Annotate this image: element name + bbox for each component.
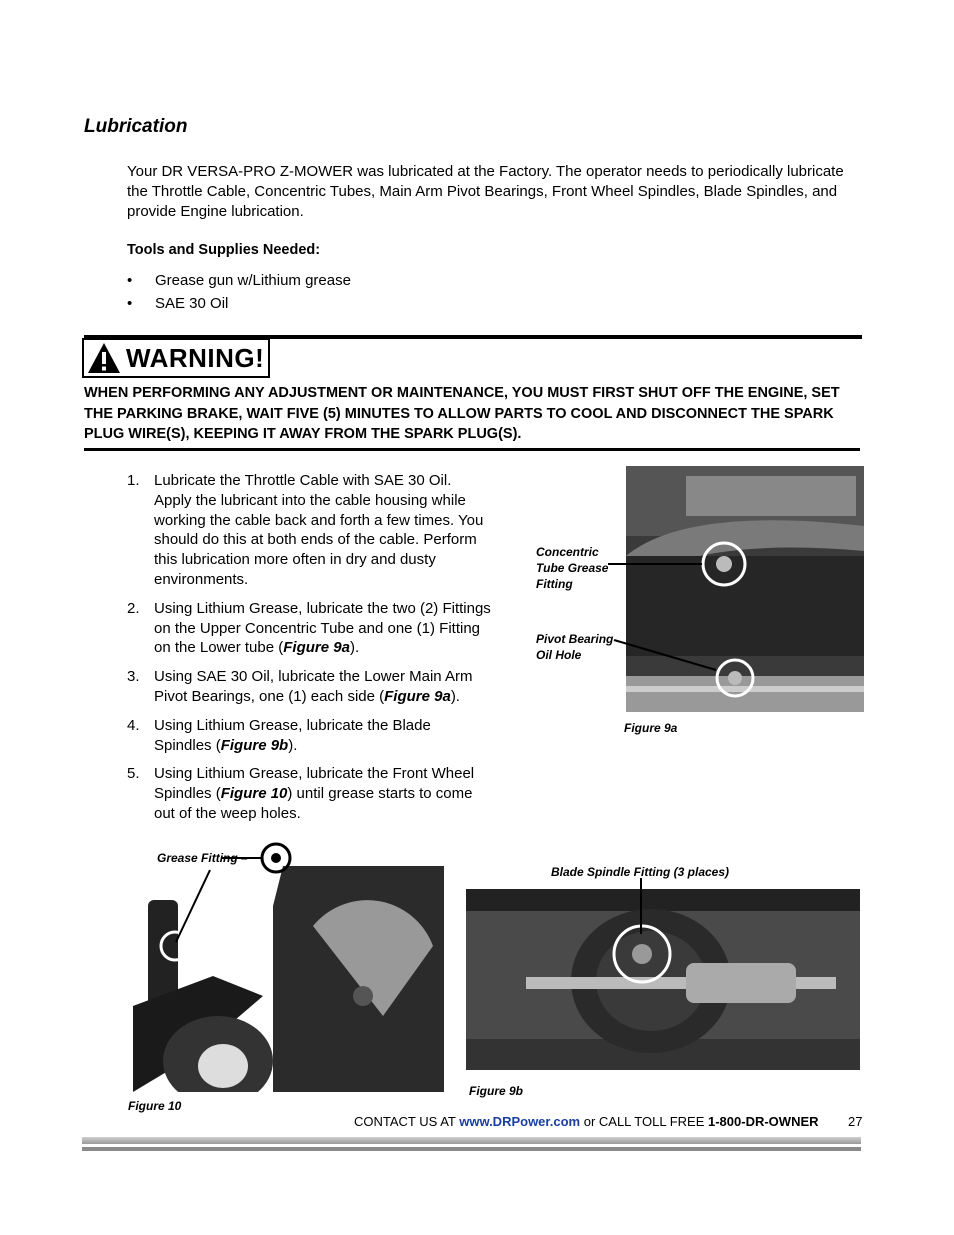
- fig9a-label-pivot: Pivot Bearing Oil Hole: [536, 632, 614, 662]
- step-text: Using Lithium Grease, lubricate the Front Wheel Spindles (: [154, 765, 475, 803]
- step-number: 1.: [127, 472, 140, 489]
- intro-paragraph: Your DR VERSA-PRO Z-MOWER was lubricated at the Factory. The operator needs to periodically lubricate the Throttle Cable, Concentric Tubes, Main Arm Pivot Bearings, Front Wheel Spindles, Blade Spindles, and provide Engine lubrication.: [127, 163, 844, 220]
- figure-ref: Figure 9a: [283, 639, 350, 657]
- fig9a-leader-lines: [600, 560, 740, 680]
- steps-list: [127, 471, 492, 833]
- step-text-end: ).: [450, 687, 460, 705]
- step-number: 5.: [127, 765, 140, 783]
- page-number: 27: [848, 1114, 863, 1129]
- warning-label: WARNING!: [126, 342, 265, 373]
- figure-9b-photo: [466, 889, 860, 1070]
- footer-prefix: CONTACT US AT: [354, 1114, 460, 1129]
- fig9b-caption: Figure 9b: [469, 1084, 524, 1098]
- warning-triangle-icon: [86, 340, 122, 376]
- step-text-end: ).: [349, 639, 360, 657]
- figure-ref: Figure 9b: [220, 736, 289, 754]
- step-text: Using SAE 30 Oil, lubricate the Lower Main Arm Pivot Bearings, one (1) each side (: [154, 668, 473, 705]
- fig10-label: Grease Fitting: [157, 851, 238, 865]
- fig9a-label-concentric: Concentric Tube Grease Fitting: [536, 545, 609, 591]
- figure-ref: Figure 10: [220, 785, 288, 803]
- step-item: [127, 716, 492, 756]
- step-text-end: ).: [288, 736, 298, 754]
- section-title: Lubrication: [84, 116, 188, 137]
- tools-list: [127, 269, 351, 315]
- fig9b-leader-line: [630, 876, 650, 936]
- tools-heading: Tools and Supplies Needed:: [127, 242, 321, 258]
- warning-label-box: [82, 338, 270, 378]
- step-item: [127, 667, 492, 707]
- step-text: Lubricate the Throttle Cable with SAE 30 Oil. Apply the lubricant into the cable housing while working the cable back and forth a few times. You should do this at both ends of the cable. Perform this lubrication more often in dry and dusty environments.: [154, 472, 484, 588]
- step-item: [127, 764, 492, 823]
- warning-text: WHEN PERFORMING ANY ADJUSTMENT OR MAINTENANCE, YOU MUST FIRST SHUT OFF THE ENGINE, SET THE PARKING BRAKE, WAIT FIVE (5) MINUTES TO ALLOW PARTS TO COOL AND DISCONNECT THE SPARK PLUG WIRE(S), KEEPING IT AWAY FROM THE SPARK PLUG(S).: [84, 385, 840, 442]
- list-item: • SAE 30 Oil: [127, 292, 351, 315]
- step-item: [127, 471, 492, 590]
- list-item: • Grease gun w/Lithium grease: [127, 269, 351, 292]
- fig9a-caption: Figure 9a: [624, 721, 678, 735]
- figure-ref: Figure 9a: [384, 687, 451, 705]
- warning-bottom-rule: [84, 448, 860, 451]
- footer-bar-thin: [82, 1147, 861, 1151]
- step-text: Using Lithium Grease, lubricate the two (2) Fittings on the Upper Concentric Tube and one (1) Fitting on the Lower tube (: [154, 599, 491, 657]
- step-number: 3.: [127, 668, 140, 686]
- step-text-end: ) until grease starts to come out of the weep holes.: [154, 785, 473, 822]
- step-number: 4.: [127, 716, 140, 734]
- fig10-callouts: [130, 840, 300, 970]
- footer-middle: or CALL TOLL FREE: [580, 1114, 708, 1129]
- step-item: [127, 599, 492, 658]
- phone-number: 1-800-DR-OWNER: [708, 1114, 819, 1129]
- website-link[interactable]: www.DRPower.com: [459, 1114, 581, 1129]
- fig10-caption: Figure 10: [128, 1099, 182, 1113]
- step-number: 2.: [127, 599, 140, 617]
- step-text: Using Lithium Grease, lubricate the Blade Spindles (: [154, 716, 431, 754]
- footer-contact: [354, 1114, 819, 1129]
- fig9b-label: Blade Spindle Fitting (3 places): [551, 865, 730, 879]
- footer-bar: [82, 1137, 861, 1144]
